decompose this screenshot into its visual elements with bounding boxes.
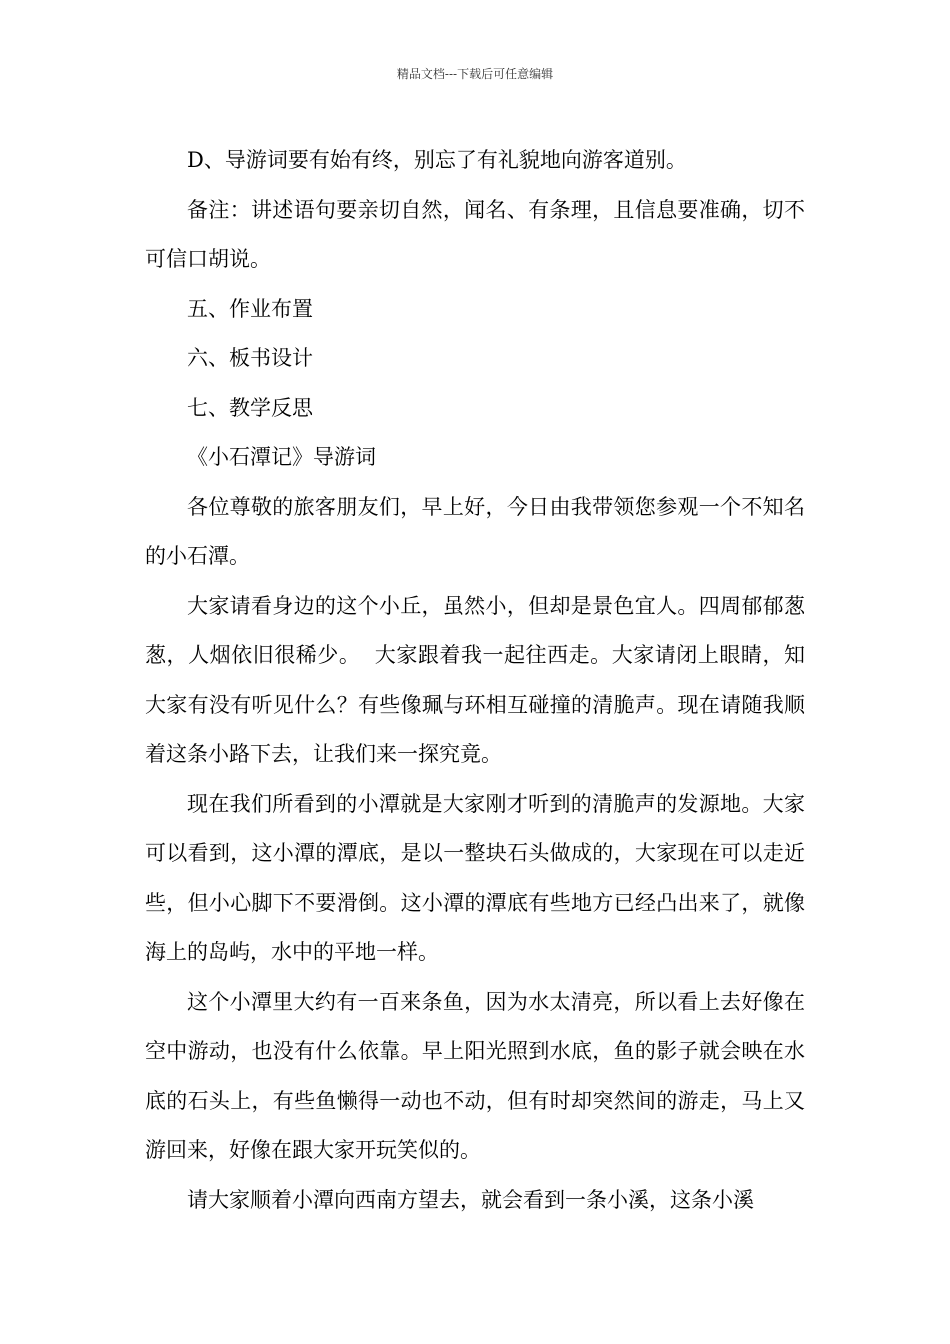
page-header: 精品文档---下载后可任意编辑 <box>396 67 554 81</box>
heading-reflection: 七、教学反思 <box>187 395 313 420</box>
paragraph-fish: 这个小潭里大约有一百来条鱼，因为水太清亮，所以看上去好像在空中游动，也没有什么依靠。早上阳光照到水底，鱼的影子就会映在水底的石头上，有些鱼懒得一动也不动，但有时却突然间的游走，马上又游回来，好像在跟大家开玩笑似的。 <box>145 989 805 1162</box>
paragraph-greeting: 各位尊敬的旅客朋友们，早上好，今日由我带领您参观一个不知名的小石潭。 <box>145 494 805 568</box>
document-title: 《小石潭记》导游词 <box>187 445 376 469</box>
paragraph-hill: 大家请看身边的这个小丘，虽然小，但却是景色宜人。四周郁郁葱葱，人烟依旧很稀少。 大家跟着我一起往西走。大家请闭上眼睛，知大家有没有听见什么？有些像珮与环相互碰撞的清脆声。现在请随我顺着这条小路下去，让我们来一探究竟。 <box>145 593 805 766</box>
paragraph-farewell: D、导游词要有始有终，别忘了有礼貌地向游客道别。 <box>187 148 687 172</box>
paragraph-pond-bottom: 现在我们所看到的小潭就是大家刚才听到的清脆声的发源地。大家可以看到，这小潭的潭底，是以一整块石头做成的，大家现在可以走近些，但小心脚下不要滑倒。这小潭的潭底有些地方已经凸出来了，就像海上的岛屿，水中的平地一样。 <box>145 791 805 964</box>
heading-board-design: 六、板书设计 <box>187 346 313 370</box>
heading-homework: 五、作业布置 <box>187 296 313 321</box>
document-body <box>145 136 805 1225</box>
paragraph-note: 备注：讲述语句要亲切自然，闻名、有条理，且信息要准确，切不可信口胡说。 <box>145 197 805 271</box>
paragraph-stream: 请大家顺着小潭向西南方望去，就会看到一条小溪，这条小溪 <box>187 1187 754 1212</box>
